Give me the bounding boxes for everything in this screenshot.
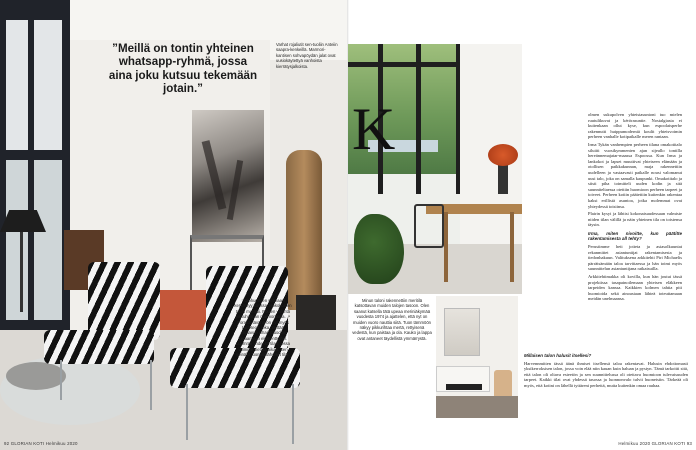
decor-bowl — [6, 362, 66, 390]
table-leg — [444, 212, 448, 282]
coffee-table — [446, 384, 482, 390]
photo-caption-top: Varhat rojaliutit sen-tuoliin Anteiin saapra-kenkeillä. Marmori-kantisen sohvapöydän jalat ovat uusiokäytettyä vanhoista kierrätysjalkoista. — [276, 42, 338, 69]
body-paragraph: Plairin kysyi ja lähtisi kokonaisuudessaan valmiste niiden tilan välillä ja näin yhteinen tila on toistensa täysin. — [588, 211, 682, 228]
tall-window — [0, 0, 70, 330]
folio-right: Helmikuu 2020 GLORIAN KOTI 93 — [618, 441, 692, 446]
dining-chair — [414, 204, 444, 248]
pull-quote: ”Meillä on tontin yhteinen whatsapp-ryhmä, jossa aina joku kutsuu tekemään jotain.” — [108, 42, 258, 96]
body-paragraph: Harvennmitten tässä äänä ihmiset itsellensä taloa rakentavat. Halusin ehdottomasti yksikerroksisen talon, jossa voin elää niin kauan kuin haluan ja pystyn. Tämä tarkoitti sitä, että talon oli oltava esteetön ja sen suunnittelussa oli otettava huomioon tulevaisuuden tarpeet. Kaikki tilat ovat yhdessä tasossa ja luonnonvalo tulvii huoneisiin. Tärkeää oli myös, että kotini on lähellä tyttäreni perhettä, mutta kuitenkin omaa rauhaa. — [524, 360, 688, 388]
monstera-plant — [354, 214, 404, 284]
photo-caption-small: Minun taloni rakennettiin meritilä katsottavan muiden talojen tasoon. Olen saanut katsella tätä upeaa meriniäkymää vuodesta 1974 ja ajattelen, että nyt on muiden vuoro nauttia siitä. Tuon tämmöön näkyy pikkurihtaa mertä, rettyisenä vedestä, kun paistaa ja ola. Kauko ja lappa ovat antaneet täydellistä ymmärrystä. — [352, 298, 432, 341]
chair-leg — [292, 384, 294, 444]
flowers — [488, 144, 518, 166]
drop-cap: K — [352, 96, 396, 162]
chair-leg — [150, 360, 152, 410]
body-paragraph: Arkkitehtimakka oli kovilla, kun hän joutui tässä projektissa tasapainoilemaan yhteisen eläkkeen tarpeiden kanssa. Kaikkien kolmen tahtia piti huomioida sekä ainoastaan lähteä toteuttamaan meidän unelmaansa. — [588, 274, 682, 302]
table-leg — [510, 212, 514, 282]
floor — [436, 396, 518, 418]
body-paragraph: olmen sukupolven yhteistasuntoni tuo mielen ruutulikuvat ja kérörasuntie. Nostalgiasta ei kuitenkaan ollut kyse, kun espoolaisperhe rakennutti huippumoderniä koulit yhteisvoimin perheen vanhalle kotipaikalle meren rantaan. — [588, 112, 682, 140]
abstract-painting — [192, 110, 264, 242]
body-column-1 — [588, 112, 682, 304]
zebra-chair-left-seat — [44, 330, 154, 364]
framed-art — [444, 308, 480, 356]
chair-leg — [186, 384, 188, 440]
vase — [498, 164, 508, 194]
body-paragraph: Irma Tykän vanhempien perheen tilana omakotitalo siluiiti vuosikymmenten ajan sijeallo tontilla hereännemajatar-maassa Espoossa. Kun Irma ja lankokot ja lapset muuttivat yhteiseen elämään ja otollisen paikkakunnan, maja rakennettiin uudelleen ja vastaavasti paikalle nousi valomanut uusi talo, joka on samalla kaupunki. Omakotitalo ja siisti piha toimitteli uuden kodin ja sitä suunniteltaessa otettiin huomioon perheen tarpeet ja toiveet. Perheen kotiin päätettiin kuitenkin rakentaa kaksi erillistä asuntoa, jotka molemmat ovat yhteydessä toisiinsa. — [588, 141, 682, 209]
dining-room-photo — [348, 44, 522, 294]
body-paragraph: Perustimme heti jotteta ja asiasolkuuntat rekanmittet asiantuntijat rakentamisesta ja tiedonhakuun. Valituksena arkkitehti Piri Michaelis pärrätsämään taloa tarvittaessa ja hän toimi myös suunnittelun asiantuntijana ratkaisuilla. — [588, 244, 682, 272]
interview-question: Millaisen talon halusit itsellesi? — [524, 353, 592, 358]
folio-left: 92 GLORIAN KOTI Helmikuu 2020 — [4, 441, 78, 446]
floor-lamp-pole — [20, 232, 23, 312]
photo-caption-bottom: ↑ Olohuoneen sebeaasi kerääntyy kanssa. Isokokoinen taulu muraali. Poulen vähintä pikkuhelman marmoriaalla. ↗ Porakäytävänä on nyt myös taideteos, joka näyttää ohjaavan pihan muodon keraamisiin elementteihin. Luomme yhdessä tilan, jossa voimme viettää aikaa. Sen seinällä luonnonläheiset tilat. — [234, 298, 292, 358]
wooden-sculpture — [286, 150, 322, 310]
interview-question: Irma, miten nivoitte, kun päätitte rakentamisesta all tehty? — [588, 230, 682, 242]
zebra-chair-left-back — [88, 262, 160, 340]
body-column-2 — [524, 350, 688, 391]
chair-leg — [60, 360, 62, 400]
lounge-photo — [436, 296, 518, 418]
